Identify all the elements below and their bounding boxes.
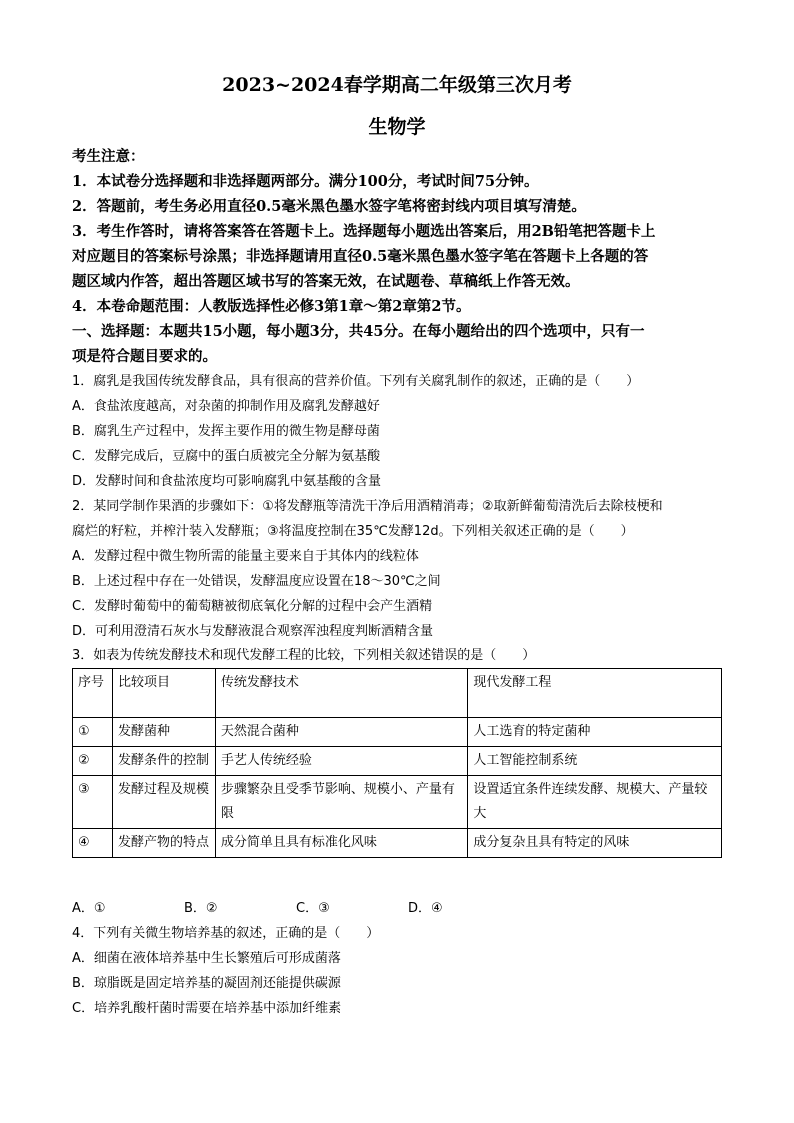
- comparison-table: [72, 668, 722, 858]
- notice-heading: 考生注意：: [72, 148, 145, 165]
- notice-line: 3．考生作答时，请将答案答在答题卡上。选择题每小题选出答案后，用2B铅笔把答题卡上: [72, 223, 656, 240]
- question-1-option-d: D．发酵时间和食盐浓度均可影响腐乳中氨基酸的含量: [72, 474, 382, 489]
- table-cell: 人工智能控制系统: [468, 747, 722, 776]
- table-row: [73, 829, 722, 858]
- section-heading-cont: 项是符合题目要求的。: [72, 348, 217, 365]
- question-2-stem: 2．某同学制作果酒的步骤如下：①将发酵瓶等清洗干净后用酒精消毒；②取新鲜葡萄清洗后去除枝梗和: [72, 499, 663, 514]
- table-cell: 人工选育的特定菌种: [468, 718, 722, 747]
- table-row: [73, 718, 722, 747]
- notice-line: 题区域内作答，超出答题区域书写的答案无效，在试题卷、草稿纸上作答无效。: [72, 273, 580, 290]
- section-heading: 一、选择题：本题共15小题，每小题3分，共45分。在每小题给出的四个选项中，只有一: [72, 323, 645, 340]
- table-header-cell: 比较项目: [112, 669, 215, 718]
- table-cell: ③: [73, 776, 113, 829]
- question-1-option-c: C．发酵完成后，豆腐中的蛋白质被完全分解为氨基酸: [72, 449, 381, 464]
- exam-title: 2023~2024春学期高二年级第三次月考: [222, 74, 572, 96]
- question-1-option-b: B．腐乳生产过程中，发挥主要作用的微生物是酵母菌: [72, 424, 380, 439]
- table-cell: ①: [73, 718, 113, 747]
- table-cell: 设置适宜条件连续发酵、规模大、产量较大: [468, 776, 722, 829]
- table-cell: 发酵菌种: [112, 718, 215, 747]
- question-2-option-c: C．发酵时葡萄中的葡萄糖被彻底氧化分解的过程中会产生酒精: [72, 599, 433, 614]
- notice-line: 1．本试卷分选择题和非选择题两部分。满分100分，考试时间75分钟。: [72, 173, 539, 190]
- notice-line: 对应题目的答案标号涂黑；非选择题请用直径0.5毫米黑色墨水签字笔在答题卡上各题的答: [72, 248, 649, 265]
- notice-line: 4．本卷命题范围：人教版选择性必修3第1章～第2章第2节。: [72, 298, 471, 315]
- subject-title: 生物学: [368, 116, 426, 138]
- table-cell: 步骤繁杂且受季节影响、规模小、产量有限: [215, 776, 468, 829]
- table-cell: ②: [73, 747, 113, 776]
- table-header-cell: 现代发酵工程: [468, 669, 722, 718]
- table-header-cell: 传统发酵技术: [215, 669, 468, 718]
- table-cell: 天然混合菌种: [215, 718, 468, 747]
- question-4-option-a: A．细菌在液体培养基中生长繁殖后可形成菌落: [72, 951, 341, 966]
- question-3-stem: 3．如表为传统发酵技术和现代发酵工程的比较，下列相关叙述错误的是（ ）: [72, 648, 536, 663]
- question-4-option-b: B．琼脂既是固定培养基的凝固剂还能提供碳源: [72, 976, 341, 991]
- table-cell: 发酵产物的特点: [112, 829, 215, 858]
- table-row: [73, 747, 722, 776]
- question-2-stem-cont: 腐烂的籽粒，并榨汁装入发酵瓶；③将温度控制在35℃发酵12d。下列相关叙述正确的是（ ）: [72, 524, 634, 539]
- table-header-cell: 序号: [73, 669, 113, 718]
- table-cell: 发酵过程及规模: [112, 776, 215, 829]
- question-3-option-c: C．③: [296, 901, 330, 916]
- question-4-option-c: C．培养乳酸杆菌时需要在培养基中添加纤维素: [72, 1001, 342, 1016]
- table-cell: 成分复杂且具有特定的风味: [468, 829, 722, 858]
- question-2-option-d: D．可利用澄清石灰水与发酵液混合观察浑浊程度判断酒精含量: [72, 624, 434, 639]
- table-header-row: [73, 669, 722, 718]
- question-1-option-a: A．食盐浓度越高，对杂菌的抑制作用及腐乳发酵越好: [72, 399, 380, 414]
- table-cell: 成分简单且具有标准化风味: [215, 829, 468, 858]
- question-1-stem: 1．腐乳是我国传统发酵食品，具有很高的营养价值。下列有关腐乳制作的叙述，正确的是（ ）: [72, 374, 640, 389]
- question-3-option-b: B．②: [184, 901, 218, 916]
- question-2-option-a: A．发酵过程中微生物所需的能量主要来自于其体内的线粒体: [72, 549, 419, 564]
- question-3-option-d: D．④: [408, 901, 443, 916]
- notice-line: 2．答题前，考生务必用直径0.5毫米黑色墨水签字笔将密封线内项目填写清楚。: [72, 198, 586, 215]
- question-3-options: [72, 900, 520, 918]
- question-4-stem: 4．下列有关微生物培养基的叙述，正确的是（ ）: [72, 926, 380, 941]
- table-row: [73, 776, 722, 829]
- question-2-option-b: B．上述过程中存在一处错误，发酵温度应设置在18～30℃之间: [72, 574, 441, 589]
- table-cell: ④: [73, 829, 113, 858]
- table-cell: 手艺人传统经验: [215, 747, 468, 776]
- table-cell: 发酵条件的控制: [112, 747, 215, 776]
- question-3-option-a: A．①: [72, 901, 106, 916]
